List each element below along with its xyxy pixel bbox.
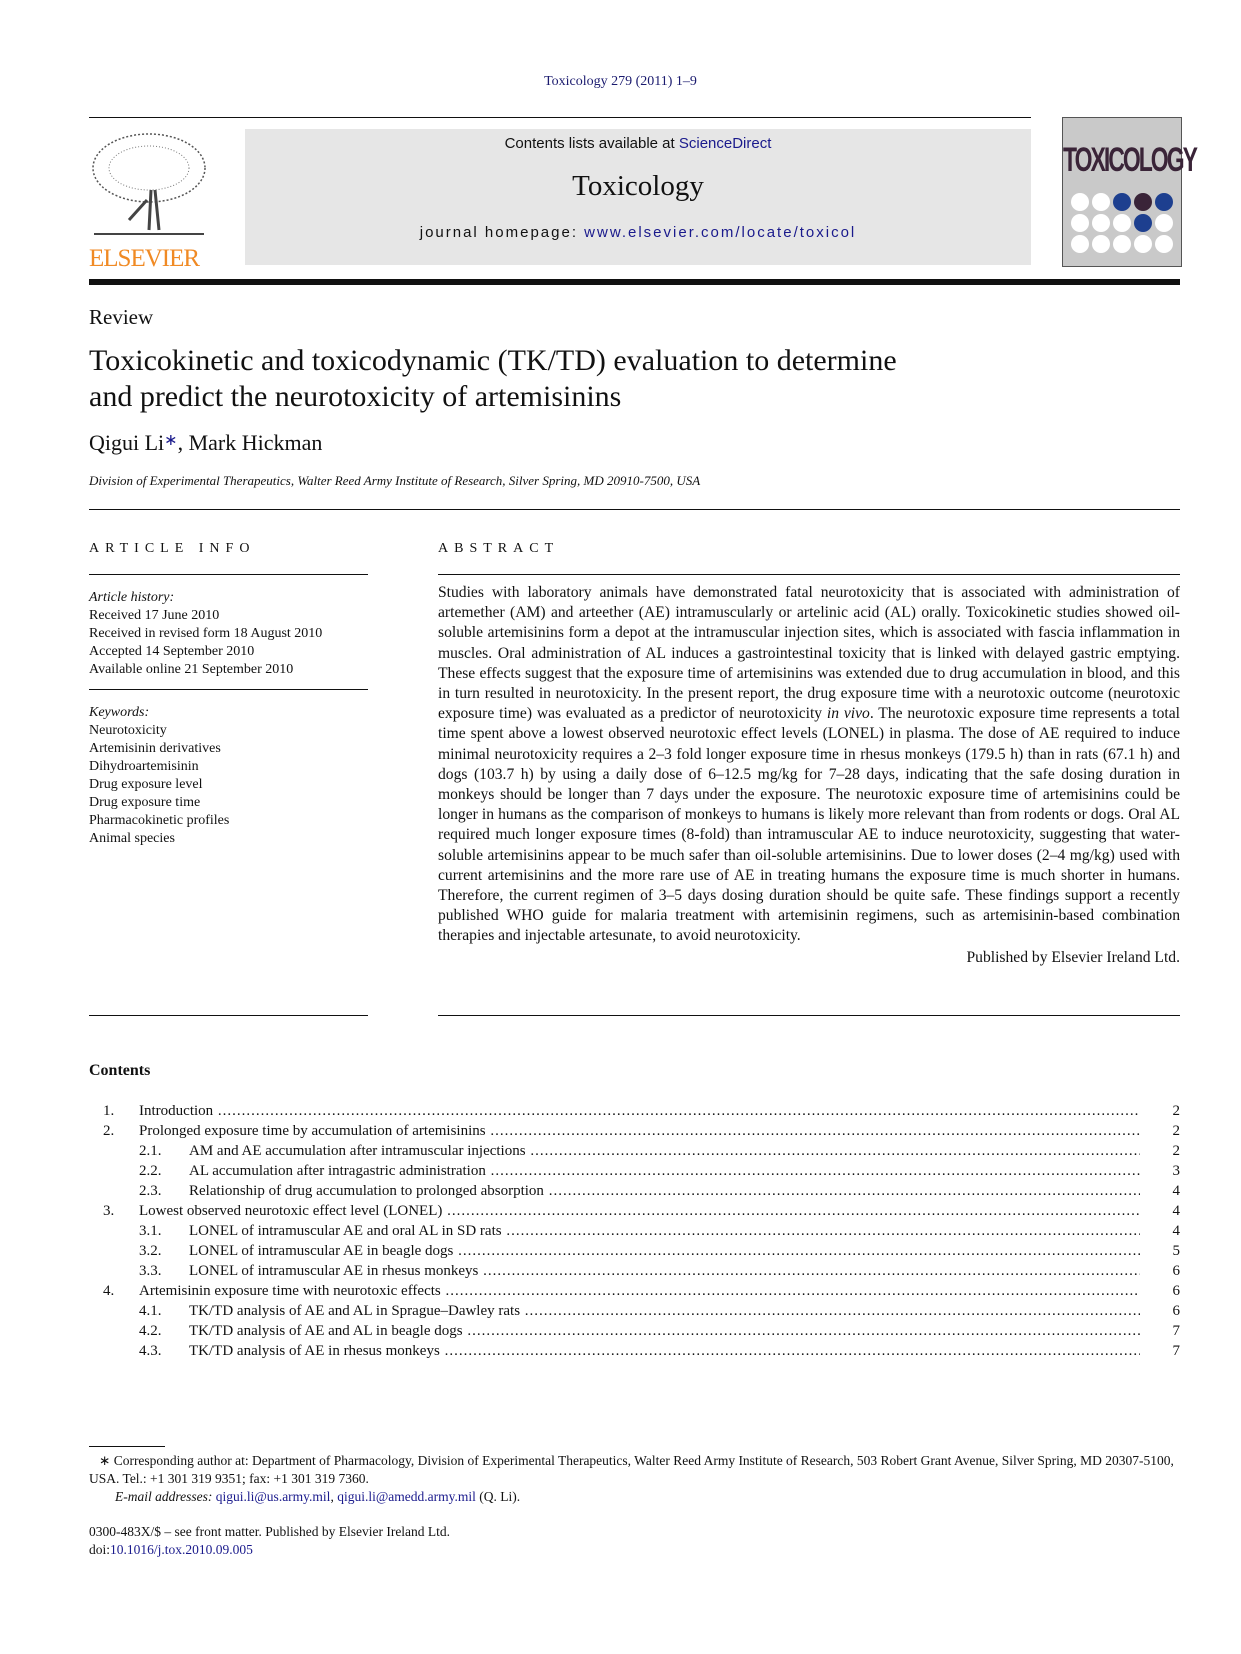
elsevier-wordmark: ELSEVIER	[89, 245, 200, 272]
cover-dot	[1113, 214, 1131, 232]
toc-entry[interactable]	[89, 1161, 1180, 1181]
sciencedirect-link[interactable]: ScienceDirect	[678, 135, 772, 152]
affiliation: Division of Experimental Therapeutics, Walter Reed Army Institute of Research, Silver Spring, MD 20910-7500, USA	[89, 473, 701, 488]
email-link[interactable]: qigui.li@amedd.army.mil	[337, 1489, 476, 1504]
toc-entry[interactable]	[89, 1321, 1180, 1341]
cover-dot	[1113, 235, 1131, 253]
footnote-star-link[interactable]: ∗	[164, 432, 178, 449]
toc-entry[interactable]	[89, 1101, 1180, 1121]
keyword: Neurotoxicity	[89, 723, 167, 738]
toc-number: 3.	[103, 1203, 115, 1219]
article-history: Article history: Received 17 June 2010 Received in revised form 18 August 2010 Accepted 14 September 2010 Available online 21 September 2010	[89, 590, 323, 677]
email-line: E-mail addresses: qigui.li@us.army.mil, qigui.li@amedd.army.mil (Q. Li).	[115, 1489, 521, 1504]
toc-number: 2.1.	[139, 1143, 162, 1159]
toc-number: 2.	[103, 1123, 115, 1139]
cover-dot	[1071, 193, 1089, 211]
toc-title[interactable]: LONEL of intramuscular AE in rhesus monkeys .....	[189, 1261, 1140, 1281]
toc-title[interactable]: TK/TD analysis of AE in rhesus monkeys .....	[189, 1341, 1140, 1361]
journal-header	[245, 129, 1031, 265]
journal-cover[interactable]	[1062, 117, 1196, 267]
toc-page: 5	[1172, 1243, 1180, 1259]
contents-available: Contents lists available at ScienceDirect	[504, 135, 772, 152]
footnote-divider	[89, 1446, 165, 1447]
divider	[89, 117, 1031, 118]
toc-number: 3.1.	[139, 1223, 162, 1239]
toc-title[interactable]: Relationship of drug accumulation to prolonged absorption .....	[189, 1181, 1140, 1201]
front-matter: 0300-483X/$ – see front matter. Published by Elsevier Ireland Ltd. doi:10.1016/j.tox.2010.09.005	[89, 1524, 451, 1557]
cover-dot	[1071, 214, 1089, 232]
toc-page: 6	[1172, 1263, 1180, 1279]
elsevier-logo[interactable]	[89, 130, 217, 270]
toc-page: 7	[1172, 1323, 1180, 1339]
homepage-link[interactable]: www.elsevier.com/locate/toxicol	[584, 224, 857, 241]
toc-page: 2	[1172, 1103, 1180, 1119]
toc-title[interactable]: TK/TD analysis of AE and AL in beagle dogs .....	[189, 1321, 1140, 1341]
footnote: ∗ Corresponding author at: Department of Pharmacology, Division of Experimental Therapeutics, Walter Reed Army Institute of Research, 503 Robert Grant Avenue, Silver Spring, MD 20307-5100, USA. Tel.: +1 301 319 9351; fax: +1 301 319 7360. E-mail addresses: qigui.li@us.army.mil, qigui.li@amedd.army.mil (Q. Li).	[89, 1452, 1180, 1506]
table-of-contents	[89, 1101, 1180, 1361]
journal-reference[interactable]: Toxicology 279 (2011) 1–9	[544, 74, 697, 89]
divider	[89, 1015, 368, 1016]
keyword: Drug exposure level	[89, 777, 203, 792]
abstract	[438, 574, 1180, 967]
published-by: Published by Elsevier Ireland Ltd.	[966, 948, 1180, 966]
abstract-heading: ABSTRACT	[438, 541, 560, 556]
toc-page: 3	[1172, 1163, 1180, 1179]
toc-title[interactable]: Artemisinin exposure time with neurotoxic effects .....	[139, 1281, 1140, 1301]
toc-title[interactable]: Introduction .....	[139, 1101, 1140, 1121]
cover-dot	[1155, 235, 1173, 253]
toc-number: 2.3.	[139, 1183, 162, 1199]
cover-dot	[1134, 193, 1152, 211]
cover-dot	[1113, 193, 1131, 211]
journal-title: Toxicology	[572, 170, 704, 202]
toc-title[interactable]: AM and AE accumulation after intramuscular injections .....	[189, 1141, 1140, 1161]
toc-title[interactable]: TK/TD analysis of AE and AL in Sprague–Dawley rats .....	[189, 1301, 1140, 1321]
toc-entry[interactable]	[89, 1341, 1180, 1361]
toc-title[interactable]: LONEL of intramuscular AE and oral AL in SD rats .....	[189, 1221, 1140, 1241]
toc-number: 3.2.	[139, 1243, 162, 1259]
keyword: Artemisinin derivatives	[89, 741, 221, 756]
divider	[89, 689, 368, 690]
keyword: Dihydroartemisinin	[89, 759, 199, 774]
toc-page: 6	[1172, 1283, 1180, 1299]
divider	[438, 1015, 1180, 1016]
article-title: Toxicokinetic and toxicodynamic (TK/TD) evaluation to determine and predict the neurotoxicity of artemisinins	[89, 344, 897, 413]
contents-heading: Contents	[89, 1062, 151, 1079]
toc-number: 1.	[103, 1103, 115, 1119]
keyword: Drug exposure time	[89, 795, 201, 810]
toc-entry[interactable]	[89, 1181, 1180, 1201]
toc-page: 4	[1172, 1223, 1180, 1239]
toc-entry[interactable]	[89, 1221, 1180, 1241]
toc-entry[interactable]	[89, 1241, 1180, 1261]
cover-dots	[1071, 193, 1181, 253]
toc-number: 4.1.	[139, 1303, 162, 1319]
cover-dot	[1155, 193, 1173, 211]
keyword: Pharmacokinetic profiles	[89, 813, 230, 828]
keyword: Animal species	[89, 831, 175, 846]
cover-title: TOXICOLOGY	[1063, 139, 1196, 179]
toc-title[interactable]: Prolonged exposure time by accumulation of artemisinins .....	[139, 1121, 1140, 1141]
cover-dot	[1092, 235, 1110, 253]
toc-title[interactable]: Lowest observed neurotoxic effect level (LONEL) .....	[139, 1201, 1140, 1221]
cover-dot	[1134, 214, 1152, 232]
toc-page: 6	[1172, 1303, 1180, 1319]
toc-title[interactable]: LONEL of intramuscular AE in beagle dogs .....	[189, 1241, 1140, 1261]
article-info-heading: ARTICLE INFO	[89, 541, 256, 556]
toc-page: 2	[1172, 1143, 1180, 1159]
toc-title[interactable]: AL accumulation after intragastric administration .....	[189, 1161, 1140, 1181]
toc-number: 4.2.	[139, 1323, 162, 1339]
toc-entry[interactable]	[89, 1141, 1180, 1161]
toc-page: 4	[1172, 1183, 1180, 1199]
doi-link[interactable]: 10.1016/j.tox.2010.09.005	[110, 1542, 253, 1557]
toc-entry[interactable]	[89, 1301, 1180, 1321]
article-type: Review	[89, 305, 154, 329]
keywords: Keywords: Neurotoxicity Artemisinin derivatives Dihydroartemisinin Drug exposure level Drug exposure time Pharmacokinetic profiles Animal species	[89, 698, 368, 858]
authors: Qigui Li∗, Mark Hickman	[89, 430, 323, 455]
cover-dot	[1071, 235, 1089, 253]
cover-dot	[1092, 214, 1110, 232]
toc-number: 3.3.	[139, 1263, 162, 1279]
toc-page: 2	[1172, 1123, 1180, 1139]
toc-page: 4	[1172, 1203, 1180, 1219]
cover-dot	[1134, 235, 1152, 253]
divider	[89, 509, 1180, 510]
header-bar	[89, 279, 1180, 285]
email-link[interactable]: qigui.li@us.army.mil	[215, 1489, 331, 1504]
divider	[89, 574, 368, 575]
toc-entry[interactable]	[89, 1281, 1180, 1301]
toc-number: 4.3.	[139, 1343, 162, 1359]
cover-dot	[1092, 193, 1110, 211]
abstract-text: Studies with laboratory animals have demonstrated fatal neurotoxicity that is associated with administration of artemether (AM) and arteether (AE) intramuscularly or artelinic acid (AL) orally. Toxicokinetic studies showed oil-soluble artemisinins form a depot at the intramuscular injection sites, which is associated with fascia inflammation in muscles. Oral administration of AL induces a gastrointestinal toxicity that is linked with delayed gastric emptying. These effects suggest that the exposure time of artemisinins was extended due to drug accumulation in blood, and this in turn resulted in neurotoxicity. In the present report, the drug exposure time with a neurotoxic outcome (neurotoxic exposure time) was evaluated as a predictor of neurotoxicity in vivo. The neurotoxic exposure time represents a total time spent above a lowest observed neurotoxic effect levels (LONEL) in plasma. The dose of AE required to induce minimal neurotoxicity requires a 2–3 fold longer exposure time in rhesus monkeys (179.5 h) than in rats (67.1 h) and dogs (103.7 h) by using a daily dose of 6–12.5 mg/kg for 7–28 days, indicating that the safe dosing duration in monkeys should be longer than 7 days under the exposure. The neurotoxic exposure time of artemisinins could be longer in humans as the comparison of monkeys to humans is likely more relevant than from rodents or dogs. Oral AL required much longer exposure times (8-fold) than intramuscular AE to induce neurotoxicity, suggesting that water-soluble artemisinins appear to be much safer than oil-soluble artemisinins. Due to lower doses (2–4 mg/kg) used with current artemisinins and the more rare use of AE in treating humans the exposure time is much shorter in humans. Therefore, the current regimen of 3–5 days dosing duration should be quite safe. These findings support a recently published WHO guide for malaria treatment with artemisinin regimens, such as artemisinin-based combination therapies and injectable artesunate, to avoid neurotoxicity.	[438, 584, 1181, 945]
toc-entry[interactable]	[89, 1121, 1180, 1141]
toc-number: 4.	[103, 1283, 115, 1299]
divider	[438, 574, 1180, 575]
cover-dot	[1155, 214, 1173, 232]
article-info	[89, 574, 368, 858]
toc-entry[interactable]	[89, 1261, 1180, 1281]
toc-entry[interactable]	[89, 1201, 1180, 1221]
toc-page: 7	[1172, 1343, 1180, 1359]
toc-number: 2.2.	[139, 1163, 162, 1179]
tree-icon	[89, 130, 209, 240]
journal-homepage: journal homepage: www.elsevier.com/locate/toxicol	[419, 224, 857, 241]
